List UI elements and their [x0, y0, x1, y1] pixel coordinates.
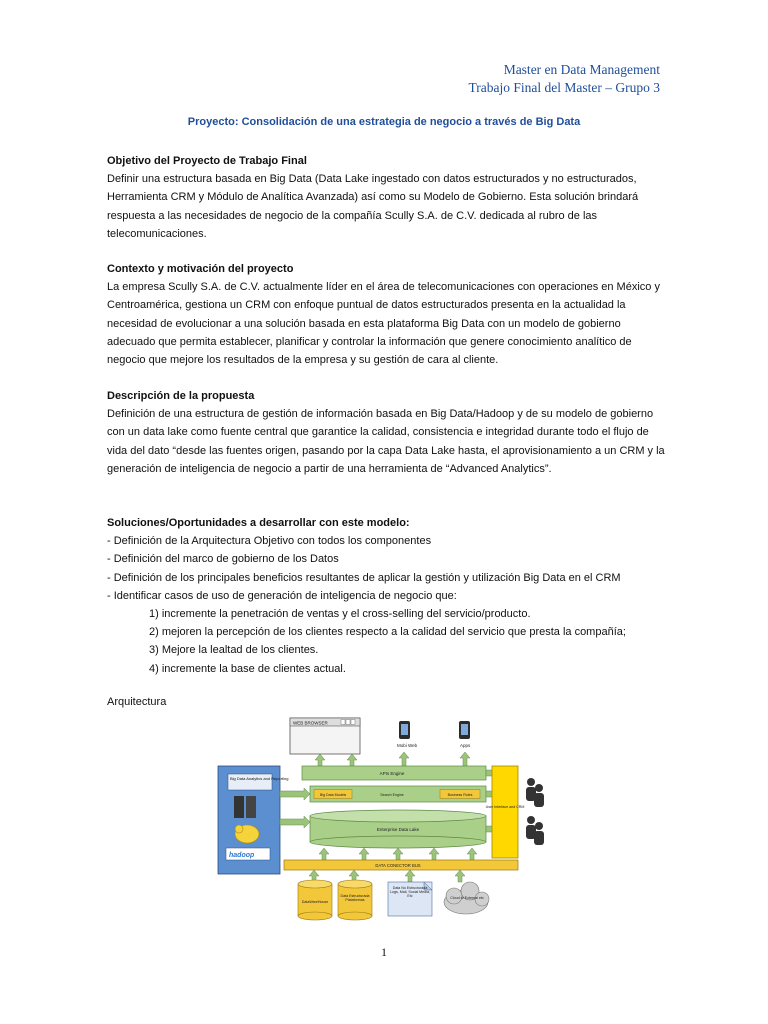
ui-crm-label: User Interface and CRM: [485, 805, 525, 809]
apps-label: Apps: [460, 743, 471, 748]
ui-crm-panel: [492, 766, 518, 858]
apis-engine-label: APIs Engine: [379, 771, 405, 776]
big-data-models-label: Big Data Models: [319, 793, 347, 797]
arrows-bottom: [309, 870, 465, 882]
section-soluciones-title: Soluciones/Oportunidades a desarrollar con este modelo:: [107, 517, 410, 529]
page-number: 1: [381, 945, 387, 959]
section-objetivo-body: Definir una estructura basada en Big Data (Data Lake ingestado con datos estructurados y no estructurados, Herramienta CRM y Módulo de Analítica Avanzada) así como su Modelo de Gobierno. Esta solución brindará respuesta a las necesidades de negocio de la compañía Scully S.A. de C.V. dedicada al rubro de las telecomunicaciones.: [107, 173, 639, 240]
structured-data-label-box: [338, 894, 372, 914]
project-title: Proyecto: Consolidación de una estrategia de negocio a través de Big Data: [187, 116, 581, 128]
mobi-web-label: Mobi Web: [397, 743, 418, 748]
list-subitem: 4) incremente la base de clientes actual.: [149, 662, 346, 675]
cloud-label: Cloud or External etc: [450, 896, 484, 900]
hadoop-logo: hadoop: [229, 852, 255, 859]
arrows-left: [280, 788, 310, 828]
datawarehouse-label: DataWareHouse: [301, 900, 329, 904]
structured-data-label: Data Estructurada Plataformas: [340, 894, 370, 903]
search-engine-label: Search Engine: [380, 793, 404, 797]
architecture-diagram: [214, 716, 556, 926]
connector-bus-label: DATA CONECTOR BUS: [375, 863, 421, 868]
header-subtitle: Trabajo Final del Master – Grupo 3: [468, 80, 660, 95]
section-contexto-body: La empresa Scully S.A. de C.V. actualmente líder en el área de telecomunicaciones con operaciones en México y Centroamérica, gestiona un CRM con enfoque puntual de datos estructurados presenta en la actualidad la necesidad de evolucionar a una solución basada en esta plataforma Big Data con un modelo de gobierno adecuado que permita establecer, planificar y controlar la información que genere conocimiento analítico de negocio que mejore los resultados de la empresa y su gestión de cara al cliente.: [107, 281, 660, 367]
list-subitem: 1) incremente la penetración de ventas y el cross-selling del servicio/producto.: [149, 608, 531, 621]
arquitectura-label: Arquitectura: [107, 696, 167, 708]
business-rules-label: Business Rules: [447, 793, 473, 797]
phone-icon: [399, 721, 410, 739]
users-icon: [526, 778, 544, 807]
list-item: - Definición del marco de gobierno de los Datos: [107, 553, 339, 566]
phone-icon: [459, 721, 470, 739]
list-item: - Definición de los principales beneficios resultantes de aplicar la gestión y utilización Big Data en el CRM: [107, 571, 621, 584]
list-subitem: 2) mejoren la percepción de los clientes respecto a la calidad del servicio que presta la compañía;: [149, 626, 626, 639]
users-icon: [526, 816, 544, 845]
arrows-middle: [319, 848, 477, 860]
section-descripcion: [107, 387, 667, 478]
web-browser-window: [290, 718, 360, 754]
section-descripcion-title: Descripción de la propuesta: [107, 390, 255, 402]
unstructured-data-label-box: [390, 886, 430, 914]
cloud-label-box: [450, 896, 484, 910]
section-descripcion-body: Definición de una estructura de gestión de información basada en Big Data/Hadoop y de su modelo de gobierno con un data lake como fuente central que garantice la calidad, consistencia e integridad durante todo el flujo de vida del dato “desde las fuentes origen, pasando por la capa Data Lake hasta, el aprovisionamiento a un CRM y la generación de inteligencia de negocio a partir de una herramienta de “Advanced Analytics”.: [107, 408, 665, 475]
list-item: - Identificar casos de uso de generación de inteligencia de negocio que:: [107, 589, 457, 602]
section-contexto-title: Contexto y motivación del proyecto: [107, 263, 294, 275]
list-subitem: 3) Mejore la lealtad de los clientes.: [149, 644, 319, 657]
section-contexto: [107, 260, 667, 369]
section-soluciones: [107, 514, 667, 678]
web-browser-label: WEB BROWSER: [293, 720, 328, 726]
data-lake-label: Enterprise Data Lake: [376, 827, 420, 832]
section-objetivo: [107, 152, 667, 243]
unstructured-data-label: Data No Estructurada Logs, Mail, Social Media, Etc: [390, 886, 430, 899]
hadoop-elephant-icon: [235, 825, 259, 843]
header-master-title: Master en Data Management: [503, 62, 660, 77]
analytics-title: Big Data Analytics and Reporting: [230, 776, 289, 781]
list-item: - Definición de la Arquitectura Objetivo con todos los componentes: [107, 535, 432, 548]
section-objetivo-title: Objetivo del Proyecto de Trabajo Final: [107, 155, 307, 167]
